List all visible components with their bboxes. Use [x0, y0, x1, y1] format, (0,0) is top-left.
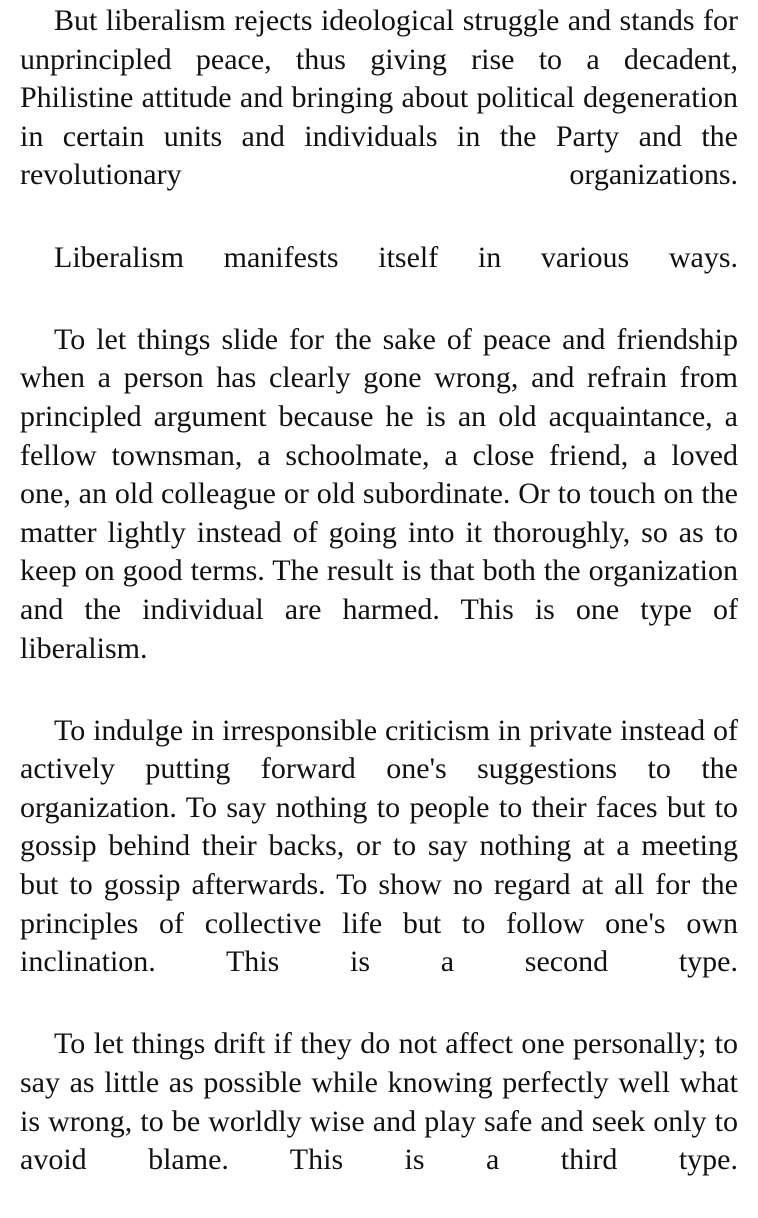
paragraph-1: But liberalism rejects ideological struggle and stands for unprincipled peace, thus giving rise to a decadent, Philistine attitude and bringing about political degeneration in certain units and individuals in the Party and the revolutionary organizations. — [20, 4, 738, 192]
paragraph-4: To indulge in irresponsible criticism in private instead of actively putting forward one's suggestions to the organization. To say nothing to people to their faces but to gossip behind their backs, or to say nothing at a meeting but to gossip afterwards. To show no regard at all for the principles of collective life but to follow one's own inclination. This is a second type. — [20, 713, 738, 979]
body-text-column — [20, 2, 738, 1218]
paragraph-2: Liberalism manifests itself in various ways. — [54, 240, 738, 274]
paragraph-3: To let things slide for the sake of peace and friendship when a person has clearly gone wrong, and refrain from principled argument because he is an old acquaintance, a fellow townsman, a schoolmate, a close friend, a loved one, an old colleague or old subordinate. Or to touch on the matter lightly instead of going into it thoroughly, so as to keep on good terms. The result is that both the organization and the individual are harmed. This is one type of liberalism. — [20, 322, 738, 665]
paragraph-5: To let things drift if they do not affect one personally; to say as little as possible while knowing perfectly well what is wrong, to be worldly wise and play safe and seek only to avoid blame. This is a third type. — [20, 1027, 738, 1177]
